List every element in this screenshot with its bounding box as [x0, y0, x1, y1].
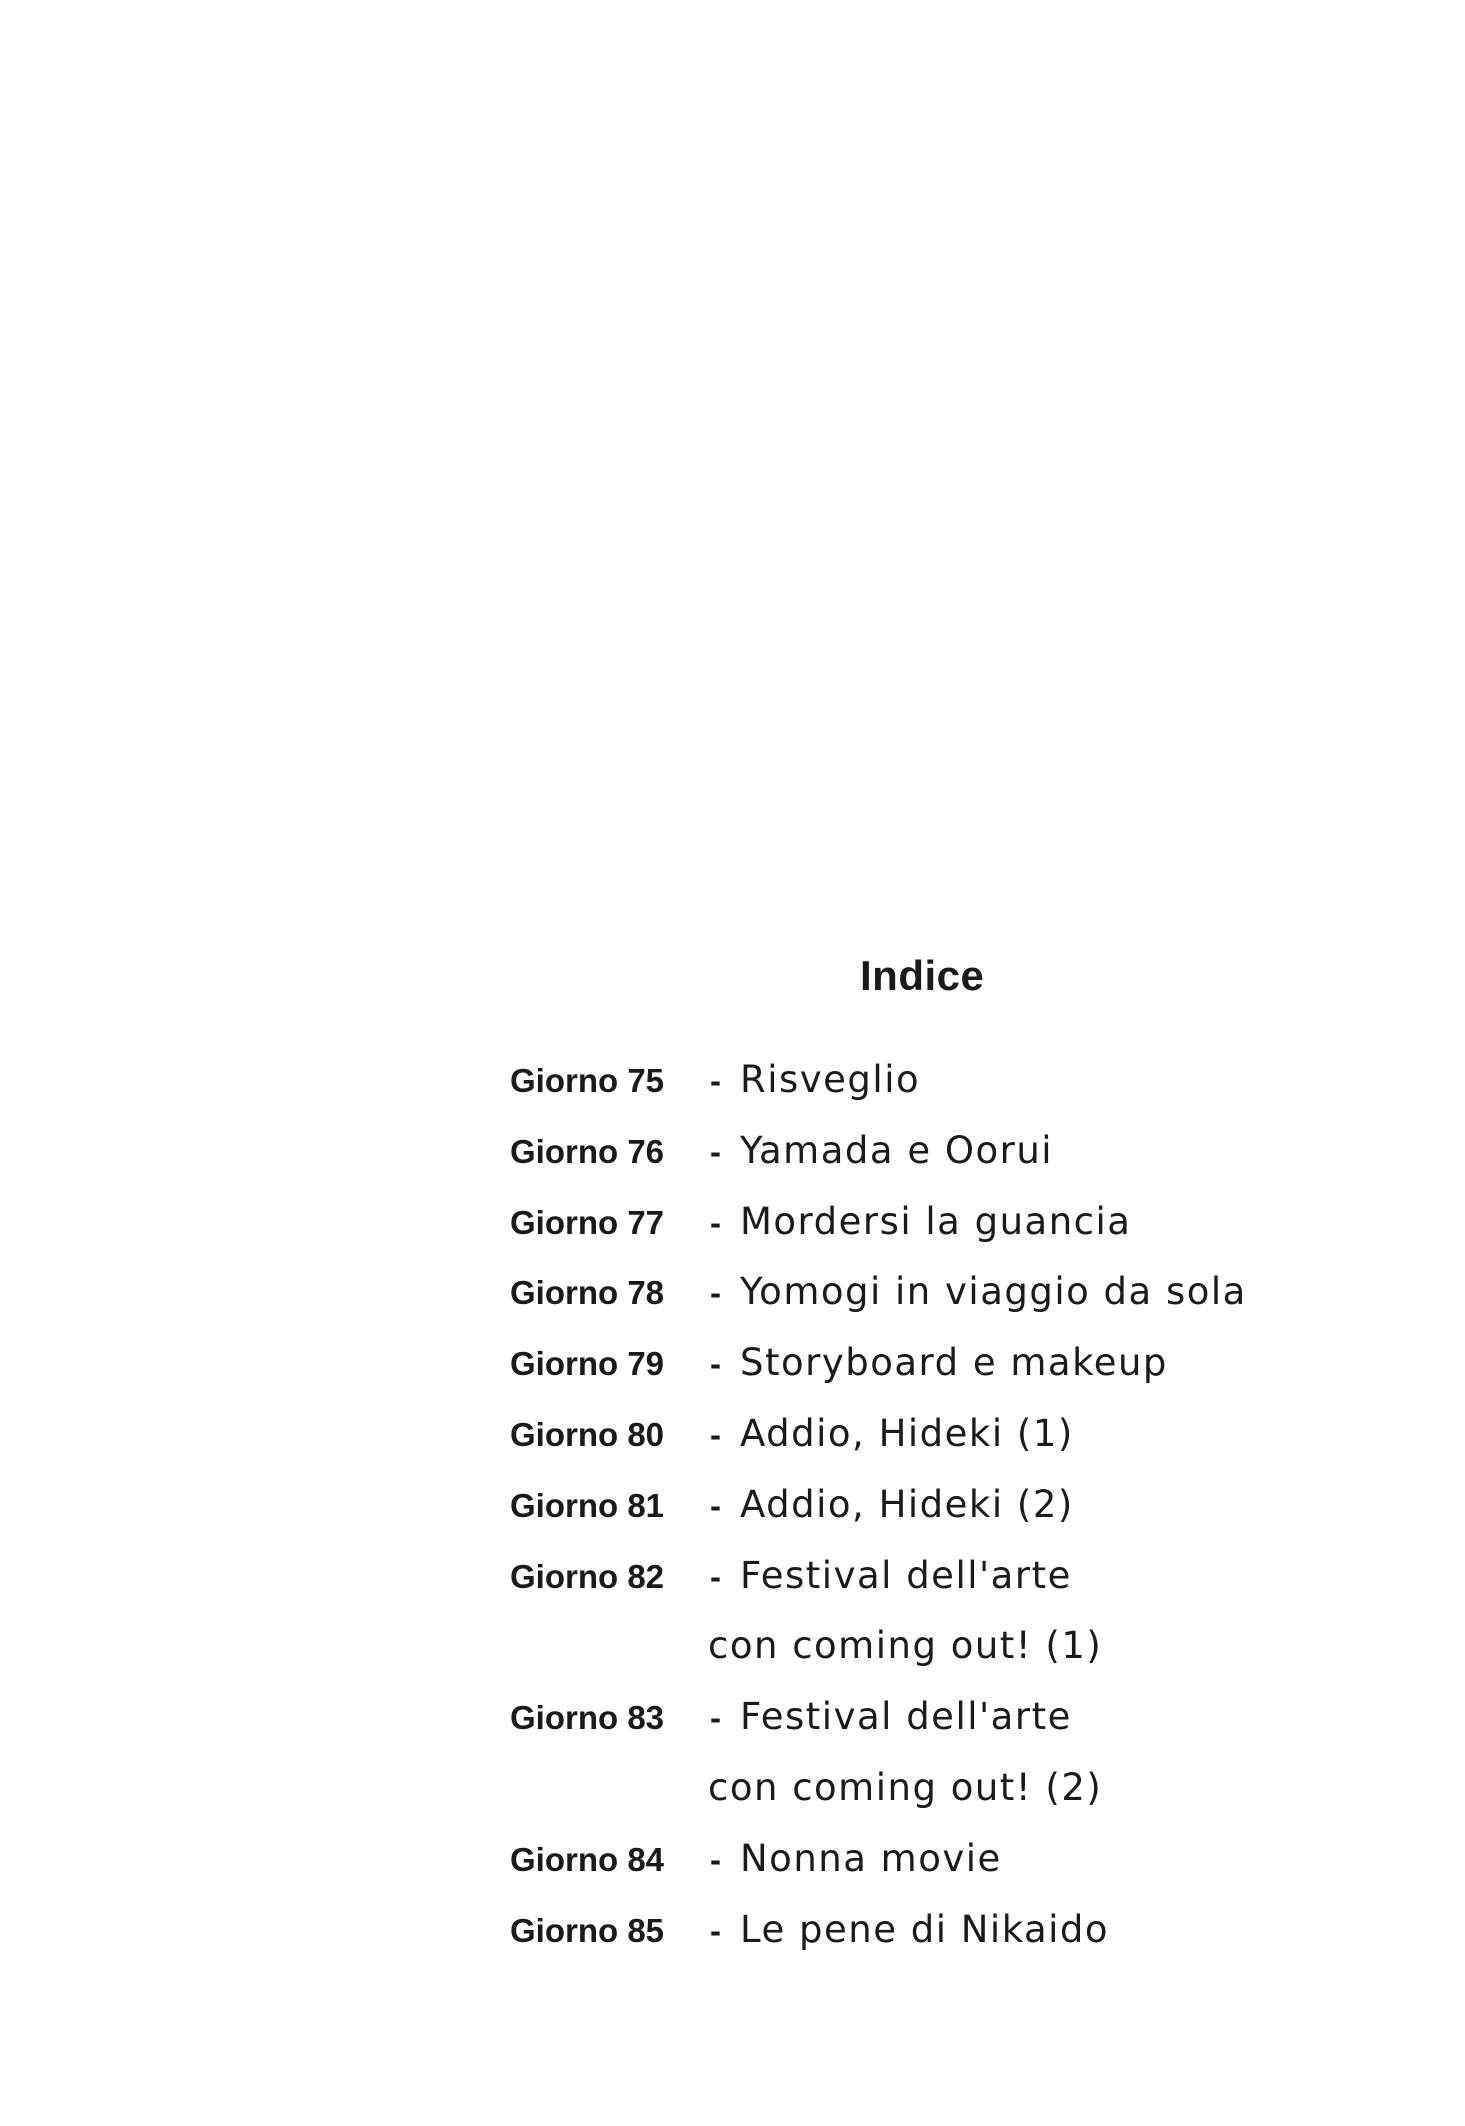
toc-entry-title: Risveglio: [740, 1058, 921, 1101]
toc-entry-separator: -: [710, 1486, 721, 1524]
toc-list: [510, 1052, 1410, 1972]
toc-entry-title-continued: con coming out! (1): [708, 1624, 1103, 1668]
toc-heading: Indice: [860, 952, 985, 999]
toc-entry-label: Giorno 79: [510, 1345, 665, 1383]
toc-entry-title-continued: con coming out! (2): [708, 1765, 1103, 1809]
toc-entry: [510, 1548, 1410, 1619]
toc-entry-title: Festival dell'arte: [740, 1553, 1072, 1597]
toc-entry-label: Giorno 83: [510, 1699, 665, 1737]
toc-entry: [510, 1123, 1410, 1194]
toc-entry-separator: -: [710, 1699, 721, 1737]
toc-entry-separator: -: [710, 1840, 721, 1878]
toc-entry-separator: -: [710, 1557, 721, 1595]
toc-entry-separator: -: [710, 1062, 721, 1099]
toc-entry-separator: -: [710, 1415, 721, 1453]
toc-entry-label: Giorno 80: [510, 1415, 665, 1453]
toc-entry-separator: -: [710, 1203, 721, 1241]
toc-entry-title: Mordersi la guancia: [740, 1199, 1132, 1243]
toc-entry-title: Yomogi in viaggio da sola: [740, 1270, 1247, 1314]
toc-entry-label: Giorno 85: [510, 1911, 665, 1949]
toc-entry-title: Nonna movie: [740, 1836, 1002, 1880]
toc-entry-separator: -: [710, 1132, 721, 1170]
toc-entry: [510, 1902, 1410, 1973]
toc-entry-label: Giorno 82: [510, 1557, 665, 1595]
toc-entry: [510, 1831, 1410, 1902]
toc-entry: [510, 1194, 1410, 1265]
toc-entry: [510, 1335, 1410, 1406]
toc-entry-title: Yamada e Oorui: [740, 1128, 1054, 1172]
toc-entry: [510, 1406, 1410, 1477]
toc-entry-label: Giorno 75: [510, 1062, 665, 1099]
toc-entry-title: Addio, Hideki (2): [740, 1482, 1074, 1526]
toc-entry-title: Le pene di Nikaido: [740, 1907, 1110, 1951]
toc-entry-label: Giorno 84: [510, 1840, 665, 1878]
toc-entry-separator: -: [710, 1345, 721, 1383]
toc-entry-title: Festival dell'arte: [740, 1695, 1072, 1739]
toc-entry: [510, 1264, 1410, 1335]
toc-entry-title: Addio, Hideki (1): [740, 1411, 1074, 1455]
toc-entry-continuation: [510, 1760, 1410, 1831]
toc-entry-separator: -: [710, 1911, 721, 1949]
toc-entry: [510, 1689, 1410, 1760]
toc-entry-label: Giorno 81: [510, 1486, 665, 1524]
toc-entry: [510, 1477, 1410, 1548]
toc-entry-separator: -: [710, 1274, 721, 1312]
toc-entry-label: Giorno 76: [510, 1132, 665, 1170]
toc-entry-label: Giorno 77: [510, 1203, 665, 1241]
toc-entry-title: Storyboard e makeup: [740, 1341, 1168, 1385]
toc-entry-label: Giorno 78: [510, 1274, 665, 1312]
toc-entry: [510, 1052, 1410, 1123]
toc-entry-continuation: [510, 1618, 1410, 1689]
